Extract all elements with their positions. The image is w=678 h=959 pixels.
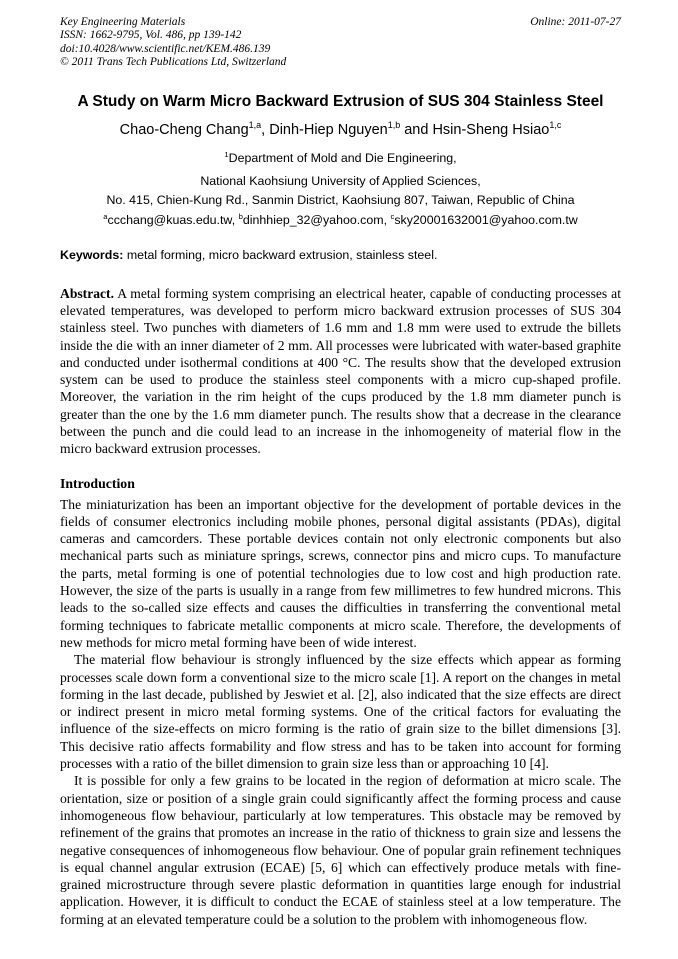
email-superscript: c	[390, 211, 395, 221]
author-separator: and	[400, 121, 433, 138]
issn-volume-line: ISSN: 1662-9795, Vol. 486, pp 139-142	[60, 29, 242, 42]
email-separator: ,	[231, 212, 239, 227]
copyright-line: © 2011 Trans Tech Publications Ltd, Switzerland	[60, 56, 287, 69]
author	[269, 119, 433, 138]
email-address: dinhhiep_32@yahoo.com	[242, 212, 384, 227]
author-superscript: 1,c	[549, 119, 562, 130]
university-line: National Kaohsiung University of Applied Sciences,	[200, 173, 481, 188]
address-line: No. 415, Chien-Kung Rd., Sanmin District, Kaohsiung 807, Taiwan, Republic of China	[106, 192, 575, 207]
journal-info-block	[60, 16, 286, 70]
journal-header	[60, 16, 621, 70]
keywords-text: metal forming, micro backward extrusion, stainless steel.	[126, 247, 438, 262]
author-superscript: 1,a	[248, 119, 262, 130]
abstract-paragraph	[60, 285, 621, 458]
online-date: Online: 2011-07-27	[530, 16, 621, 28]
email-address: sky20001632001@yahoo.com.tw	[394, 212, 578, 227]
author	[119, 119, 270, 138]
abstract-label: Abstract.	[60, 285, 114, 301]
author	[432, 119, 562, 138]
email-separator: ,	[383, 212, 391, 227]
journal-name: Key Engineering Materials	[60, 16, 186, 28]
introduction-paragraph-2: The material flow behaviour is strongly influenced by the size effects which appear as forming processes scale down form a conventional size to the micro scale [1]. A report on the changes in metal forming in the last decade, published by Jeswiet et al. [2], also indicated that the size effects are direct or indirect present in micro metal forming systems. One of the critical factors for evaluating the influence of the size-effects on micro forming is the ratio of grain size to the billet dimensions [3]. This decisive ratio affects formability and flow stress and has to be taken into account for forming processes with a ratio of the billet dimension to grain size less than or approaching 10 [4].	[60, 652, 621, 772]
email-item	[390, 213, 577, 227]
department-line	[60, 151, 621, 165]
introduction-paragraph-3: It is possible for only a few grains to be located in the region of deformation at micro scale. The orientation, size or position of a single grain could significantly affect the forming process and cause inhomogeneous flow behaviour, particularly at low temperatures. This obstacle may be removed by refinement of the grains that promotes an increase in the ratio of thickness to grain size and lessens the negative consequences of inhomogeneous flow behaviour. One of popular grain refinement techniques is equal channel angular extrusion (ECAE) [5, 6] which can effectively produce metals with fine-grained microstructure through severe plastic deformation in quantities large enough for industrial application. However, it is difficult to conduct the ECAE of stainless steel at a low temperature. The forming at an elevated temperature could be a solution to the problem with inhomogeneous flow.	[60, 773, 621, 927]
department-text: Department of Mold and Die Engineering,	[228, 150, 457, 165]
introduction-paragraph-1: The miniaturization has been an important objective for the development of portable devices in the fields of consumer electronics including mobile phones, personal digital assistants (PDAs), digital cameras and camcorders. These portable devices contain not only electronic components but also mechanical parts such as miniature springs, screws, connector pins and micro cups. To manufacture the parts, metal forming is one of potential technologies due to low cost and high production rate. However, the size of the parts is usually in a range from few millimetres to few hundred microns. This leads to the so-called size effects and causes the difficulties in transferring the conventional metal forming techniques to fabricate metallic components at micro scale. Therefore, the developments of new methods for micro metal forming have been of wide interest.	[60, 496, 621, 650]
paper-title: A Study on Warm Micro Backward Extrusion of SUS 304 Stainless Steel	[77, 92, 604, 110]
author-name: Chao-Cheng Chang	[119, 121, 249, 138]
affiliation-superscript: 1	[224, 149, 229, 159]
author-separator: ,	[261, 121, 270, 138]
affiliation-block	[60, 151, 621, 227]
authors-line	[60, 119, 621, 138]
doi-line: doi:10.4028/www.scientific.net/KEM.486.139	[60, 42, 271, 55]
email-superscript: a	[103, 211, 108, 221]
keywords-line	[60, 248, 621, 262]
introduction-heading: Introduction	[60, 475, 135, 491]
abstract-text: A metal forming system comprising an electrical heater, capable of conducting processes at elevated temperatures, was developed to perform micro backward extrusion processes of SUS 304 stainless steel. Two punches with diameters of 1.6 mm and 1.8 mm were used to extrude the billets inside the die with an inner diameter of 2 mm. All processes were lubricated with water-based graphite and conducted under isothermal conditions at 400 °C. The results show that the developed extrusion system can be used to produce the stainless steel components with a micro cup-shaped profile. Moreover, the variation in the rim height of the cups produced by the 1.8 mm diameter punch is greater than the one by the 1.6 mm diameter punch. The results show that a decrease in the clearance between the punch and die could lead to an increase in the inhomogeneity of material flow in the micro backward extrusion processes.	[60, 285, 621, 457]
author-superscript: 1,b	[387, 119, 401, 130]
email-superscript: b	[238, 211, 243, 221]
email-item	[103, 213, 238, 227]
emails-line	[60, 213, 621, 227]
email-item	[239, 213, 391, 227]
author-name: Hsin-Sheng Hsiao	[432, 121, 550, 138]
keywords-label: Keywords:	[60, 247, 124, 262]
email-address: ccchang@kuas.edu.tw	[107, 212, 232, 227]
author-name: Dinh-Hiep Nguyen	[269, 121, 388, 138]
